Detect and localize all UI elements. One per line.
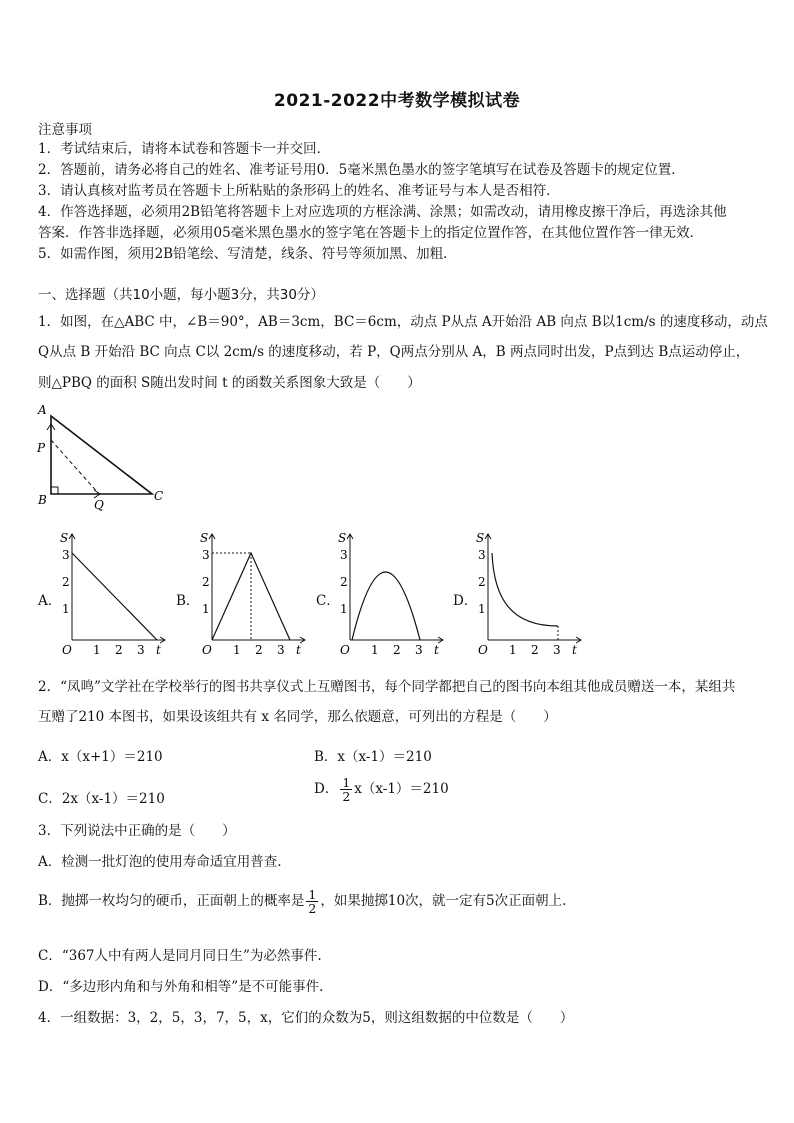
q3-option-d: D．“多边形内角和与外角和相等”是不可能事件.	[38, 979, 324, 995]
label-q: Q	[94, 498, 104, 512]
graph-option-d	[472, 530, 584, 660]
label-a: A	[38, 403, 47, 417]
graph-option-a	[56, 530, 168, 660]
notice-heading: 注意事项	[38, 122, 92, 138]
q3-stem: 3．下列说法中正确的是（ ）	[38, 823, 236, 839]
x-tick: 2	[393, 643, 401, 657]
q3-option-b-post: ，如果抛掷10次，就一定有5次正面朝上.	[320, 893, 567, 909]
x-tick: 1	[509, 643, 517, 657]
notice-item: 5．如需作图，须用2B铅笔绘、写清楚，线条、符号等须加黑、加粗．	[38, 246, 457, 262]
origin-label: O	[62, 643, 72, 657]
notice-item: 答案．作答非选择题，必须用05毫米黑色墨水的签字笔在答题卡上的指定位置作答，在其他位置作答一律无效．	[38, 225, 704, 241]
y-tick: 2	[202, 575, 210, 589]
q3-option-b	[38, 888, 566, 915]
q3-option-c: C．“367人中有两人是同月同日生”为必然事件.	[38, 948, 322, 964]
graph-d-curve	[492, 553, 558, 626]
fraction-numerator: 1	[342, 775, 351, 790]
x-tick: 1	[233, 643, 241, 657]
x-tick: 1	[93, 643, 101, 657]
notice-item: 4．作答选择题，必须用2B铅笔将答题卡上对应选项的方框涂满、涂黑；如需改动，请用橡皮擦干净后，再选涂其他	[38, 204, 727, 220]
fraction-denominator: 2	[308, 901, 317, 916]
x-tick: 2	[255, 643, 263, 657]
q2-stem-line: 互赠了210 本图书，如果设该组共有 x 名同学，那么依题意，可列出的方程是（ ）	[38, 709, 557, 725]
axis-s-label: S	[60, 531, 69, 545]
label-c: C	[154, 489, 164, 503]
axis-t-label: t	[156, 643, 161, 657]
y-tick: 2	[340, 575, 348, 589]
origin-label: O	[478, 643, 488, 657]
q2-option-d	[314, 776, 449, 803]
y-tick: 1	[202, 602, 210, 616]
notice-item: 1．考试结束后，请将本试卷和答题卡一并交回．	[38, 141, 331, 157]
q1-stem-line: Q从点 B 开始沿 BC 向点 C以 2cm/s 的速度移动，若 P，Q两点分别从 A，B 两点同时出发，P点到达 B点运动停止，	[38, 344, 750, 360]
option-d-label: D．	[453, 593, 478, 609]
axis-t-label: t	[572, 643, 577, 657]
y-tick: 1	[340, 602, 348, 616]
q3-option-b-pre: B．抛掷一枚均匀的硬币，正面朝上的概率是	[38, 893, 305, 909]
q2-stem-line: 2．“凤鸣”文学社在学校举行的图书共享仪式上互赠图书，每个同学都把自己的图书向本组其他成员赠送一本，某组共	[38, 679, 736, 695]
x-tick: 3	[553, 643, 561, 657]
section-heading: 一、选择题（共10小题，每小题3分，共30分）	[38, 287, 324, 303]
fraction	[306, 888, 318, 915]
page-title: 2021-2022中考数学模拟试卷	[273, 91, 521, 111]
q3-option-a: A．检测一批灯泡的使用寿命适宜用普查.	[38, 854, 282, 870]
y-tick: 3	[478, 548, 486, 562]
option-a-label: A．	[38, 593, 62, 609]
fraction-denominator: 2	[342, 789, 351, 804]
q4-stem: 4．一组数据：3，2，5，3，7，5，x，它们的众数为5，则这组数据的中位数是（ ）	[38, 1010, 574, 1026]
y-tick: 2	[478, 575, 486, 589]
y-tick: 3	[62, 548, 70, 562]
q2-option-d-rest: x（x-1）＝210	[354, 781, 449, 797]
q2-option-a: A．x（x+1）＝210	[38, 749, 163, 765]
q1-stem-line: 1．如图，在△ABC 中，∠B＝90°，AB＝3cm，BC＝6cm，动点 P从点 A开始沿 AB 向点 B以1cm/s 的速度移动，动点	[38, 314, 768, 330]
y-tick: 2	[62, 575, 70, 589]
label-p: P	[37, 441, 46, 455]
triangle-figure	[34, 402, 174, 512]
notice-item: 2．答题前，请务必将自己的姓名、准考证号用0．5毫米黑色墨水的签字笔填写在试卷及答题卡的规定位置．	[38, 162, 685, 178]
origin-label: O	[202, 643, 212, 657]
x-tick: 3	[415, 643, 423, 657]
x-tick: 1	[371, 643, 379, 657]
graph-option-b	[196, 530, 308, 660]
axis-t-label: t	[434, 643, 439, 657]
q1-stem-line: 则△PBQ 的面积 S随出发时间 t 的函数关系图象大致是（ ）	[38, 375, 421, 391]
option-b-label: B．	[176, 593, 200, 609]
graph-a-line	[72, 553, 157, 640]
axis-s-label: S	[476, 531, 485, 545]
q2-option-c: C．2x（x-1）＝210	[38, 791, 165, 807]
x-tick: 3	[277, 643, 285, 657]
triangle-abc	[51, 416, 152, 494]
fraction-numerator: 1	[308, 887, 317, 902]
graph-c-curve	[352, 572, 420, 640]
q2-option-d-prefix: D．	[314, 781, 339, 797]
x-tick: 2	[115, 643, 123, 657]
graph-option-c	[334, 530, 446, 660]
y-tick: 3	[340, 548, 348, 562]
origin-label: O	[340, 643, 350, 657]
right-angle-mark	[51, 487, 58, 494]
x-tick: 2	[531, 643, 539, 657]
label-b: B	[38, 493, 47, 507]
x-tick: 3	[137, 643, 145, 657]
y-tick: 1	[62, 602, 70, 616]
notice-item: 3．请认真核对监考员在答题卡上所粘贴的条形码上的姓名、准考证号与本人是否相符．	[38, 183, 560, 199]
axis-t-label: t	[296, 643, 301, 657]
axis-s-label: S	[200, 531, 209, 545]
y-tick: 1	[478, 602, 486, 616]
axis-s-label: S	[338, 531, 347, 545]
fraction	[340, 776, 352, 803]
option-c-label: C．	[316, 593, 340, 609]
y-tick: 3	[202, 548, 210, 562]
q2-option-b: B．x（x-1）＝210	[314, 749, 432, 765]
